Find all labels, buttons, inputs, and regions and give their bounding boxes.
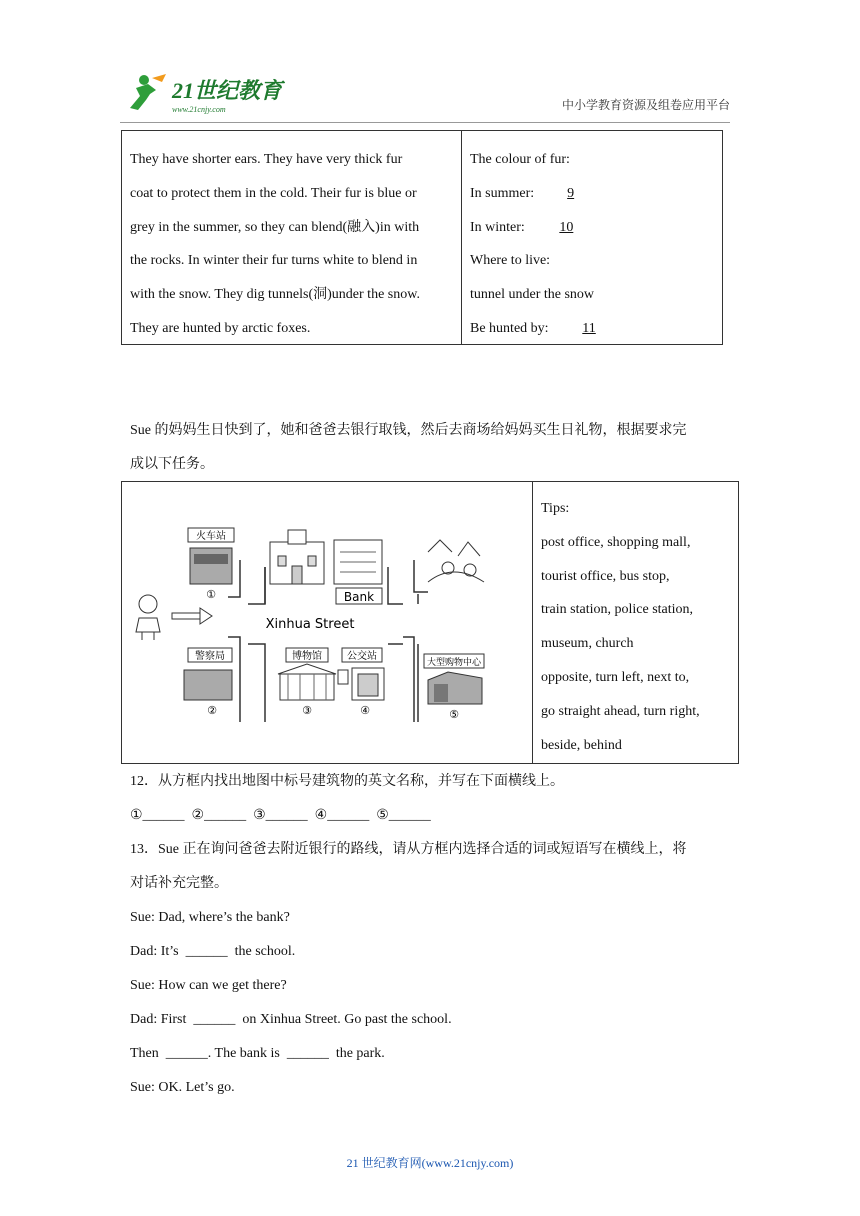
tips-title: Tips: [541,501,570,516]
hunted-row [470,312,720,346]
police-station-building [184,648,232,717]
marker-1: ① [206,588,216,601]
dialogue-line: Sue: Dad, where’s the bank? [130,910,290,925]
winter-label: In winter: [470,219,525,235]
question-13-cont: 对话补充完整。 [130,876,228,891]
footer-link[interactable]: 21 世纪教育网(www.21cnjy.com) [346,1156,514,1170]
bank-label: Bank [343,590,375,604]
tips-line: tourist office, bus stop, [541,568,670,584]
passage-line: with the snow. They dig tunnels(洞)under the snow. [130,287,420,303]
header-platform-text: 中小学教育资源及组卷应用平台 [561,98,730,112]
tips-line: train station, police station, [541,602,694,618]
question-13: 13．Sue 正在询问爸爸去附近银行的路线，请从方框内选择合适的词或短语写在横线上，将 [130,842,687,857]
passage-line: coat to protect them in the cold. Their fur is blue or [130,185,417,201]
where-label: Where to live: [470,253,551,269]
runner-logo-icon [122,70,292,116]
summer-row [470,177,720,211]
passage-line: the rocks. In winter their fur turns white to blend in [130,253,418,269]
map-table [121,481,739,764]
dialogue-line[interactable]: Dad: It’s ______ the school. [130,944,296,959]
marker-2: ② [207,704,217,717]
tips-line: post office, shopping mall, [541,534,691,550]
header-divider [120,122,730,123]
question-12: 12．从方框内找出地图中标号建筑物的英文名称，并写在下面横线上。 [130,774,564,789]
right-arrow-icon [172,608,212,624]
hunted-blank[interactable]: 11 [582,320,596,336]
summer-blank[interactable]: 9 [567,185,575,201]
table-divider [532,482,533,763]
tips-line: go straight ahead, turn right, [541,703,700,719]
shopping-mall-building [424,654,484,721]
tips-line: beside, behind [541,737,622,753]
bus-stop-label: 公交站 [347,651,377,662]
dialogue-line[interactable]: Dad: First ______ on Xinhua Street. Go past the school. [130,1012,452,1027]
summer-label: In summer: [470,185,535,201]
question-12-blanks[interactable]: ①______ ②______ ③______ ④______ ⑤______ [130,808,431,823]
intro-line-2: 成以下任务。 [130,457,214,472]
marker-4: ④ [360,704,370,717]
dialogue-line[interactable]: Then ______. The bank is ______ the park. [130,1046,385,1061]
passage-line: They have shorter ears. They have very thick fur [130,152,403,167]
winter-blank[interactable]: 10 [559,219,574,235]
street-map [128,522,488,762]
train-station-building [188,528,234,601]
park-icon [428,540,484,582]
tips-box [541,492,736,762]
info-passage [130,143,454,346]
museum-building [278,648,336,717]
info-table [121,130,723,345]
tips-line: opposite, turn left, next to, [541,669,690,685]
marker-5: ⑤ [449,708,459,721]
logo-url-text: www.21cnjy.com [172,105,226,114]
street-name-label: Xinhua Street [265,617,355,632]
shopping-mall-label: 大型购物中心 [426,658,482,668]
tips-line: museum, church [541,636,634,652]
museum-label: 博物馆 [292,651,322,662]
bus-stop-building [338,648,384,717]
girl-icon [136,595,160,640]
winter-row [470,211,720,245]
marker-3: ③ [302,704,312,717]
passage-line: grey in the summer, so they can blend(融入)in with [130,219,420,235]
hunted-label: Be hunted by: [470,320,549,336]
site-logo [122,70,292,116]
train-station-label: 火车站 [196,531,226,542]
info-answers [470,143,720,346]
bank-building [334,540,382,604]
passage-line: They are hunted by arctic foxes. [130,320,311,336]
fur-colour-label: The colour of fur: [470,152,570,167]
dialogue-line: Sue: OK. Let’s go. [130,1080,235,1095]
where-value: tunnel under the snow [470,287,595,303]
logo-text: 21世纪教育 [172,78,283,103]
police-station-label: 警察局 [195,651,225,662]
intro-line-1: Sue 的妈妈生日快到了，她和爸爸去银行取钱，然后去商场给妈妈买生日礼物，根据要求完 [130,423,687,438]
dialogue-line: Sue: How can we get there? [130,978,287,993]
school-building [270,530,324,584]
table-divider [461,131,462,344]
